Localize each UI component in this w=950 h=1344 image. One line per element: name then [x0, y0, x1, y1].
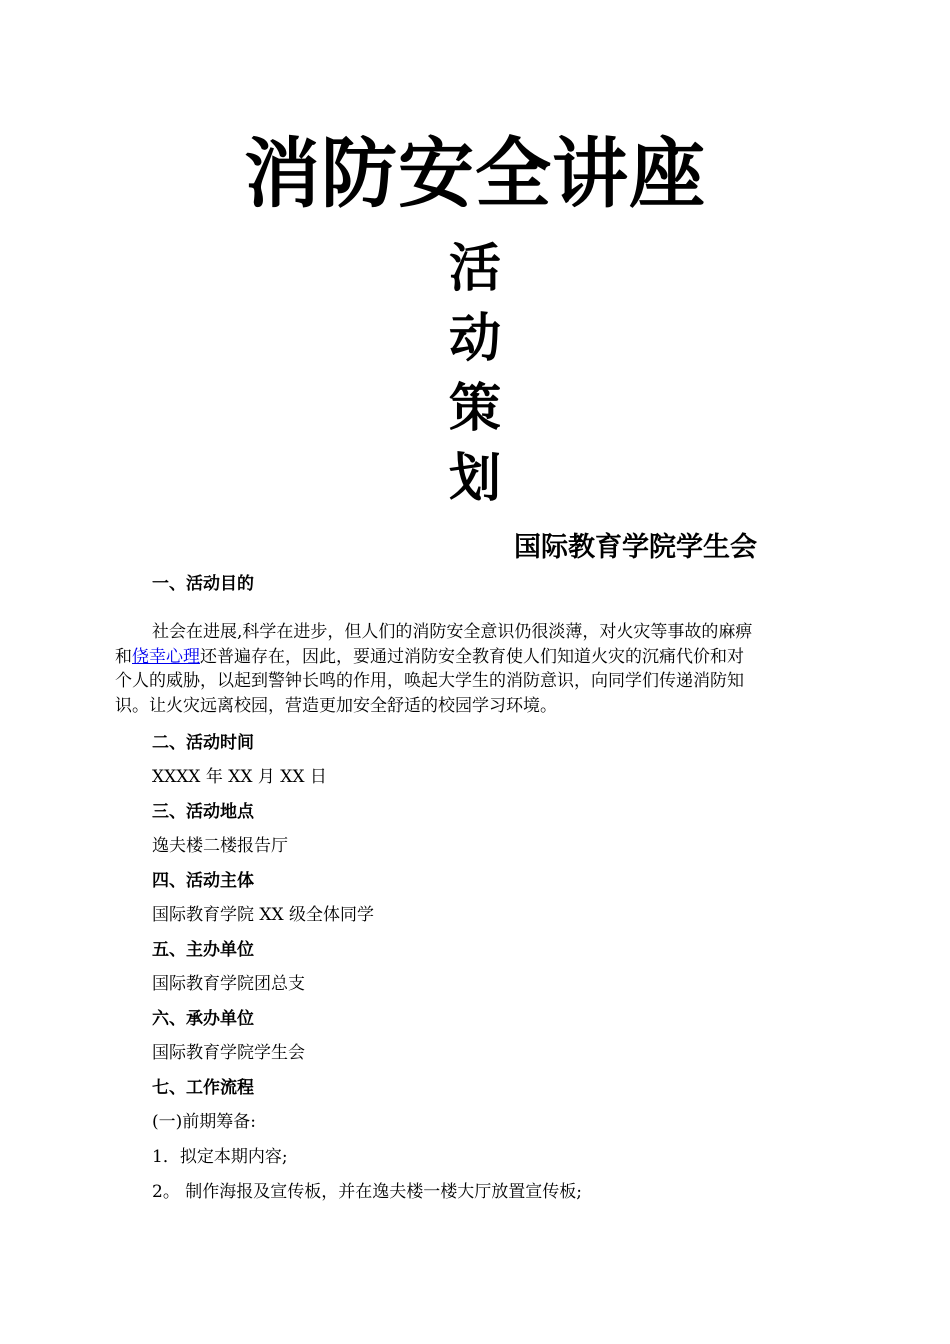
- section-heading-subject: 四、活动主体: [152, 871, 254, 891]
- workflow-item: 1．拟定本期内容;: [152, 1147, 288, 1167]
- vertical-subtitle-char: 动: [448, 309, 501, 369]
- vertical-subtitle-char: 活: [448, 239, 501, 299]
- workflow-subheading: (一)前期筹备:: [152, 1112, 256, 1132]
- organizer-unit: 国际教育学院学生会: [152, 1043, 305, 1063]
- document-title: 消防安全讲座: [244, 129, 706, 218]
- paragraph-line: 识。让火灾远离校园，营造更加安全舒适的校园学习环境。: [115, 695, 557, 716]
- link-jiaoxing-xinli[interactable]: 侥幸心理: [132, 646, 200, 667]
- vertical-subtitle-char: 策: [448, 379, 501, 439]
- vertical-subtitle: [0, 234, 950, 514]
- activity-place: 逸夫楼二楼报告厅: [152, 836, 288, 856]
- section-heading-host: 五、主办单位: [152, 940, 254, 960]
- paragraph-text: 和: [115, 646, 132, 667]
- section-heading-place: 三、活动地点: [152, 802, 254, 822]
- paragraph-text: 还普遍存在，因此，要通过消防安全教育使人们知道火灾的沉痛代价和对: [200, 646, 744, 667]
- section-heading-purpose: 一、活动目的: [152, 574, 254, 594]
- section-heading-time: 二、活动时间: [152, 733, 254, 753]
- host-unit: 国际教育学院团总支: [152, 974, 305, 994]
- organizer-name: 国际教育学院学生会: [514, 532, 757, 563]
- section-heading-workflow: 七、工作流程: [152, 1078, 254, 1098]
- paragraph-line: [115, 645, 835, 670]
- paragraph-line: 个人的威胁，以起到警钟长鸣的作用，唤起大学生的消防意识，向同学们传递消防知: [115, 671, 744, 691]
- activity-subject: 国际教育学院 XX 级全体同学: [152, 905, 375, 925]
- purpose-paragraph: [115, 620, 835, 718]
- section-heading-organizer: 六、承办单位: [152, 1009, 254, 1029]
- activity-time: XXXX 年 XX 月 XX 日: [152, 767, 327, 787]
- paragraph-line: 社会在进展,科学在进步，但人们的消防安全意识仍很淡薄，对火灾等事故的麻痹: [152, 622, 753, 642]
- workflow-item: 2。 制作海报及宣传板，并在逸夫楼一楼大厅放置宣传板;: [152, 1182, 582, 1202]
- vertical-subtitle-char: 划: [448, 449, 501, 509]
